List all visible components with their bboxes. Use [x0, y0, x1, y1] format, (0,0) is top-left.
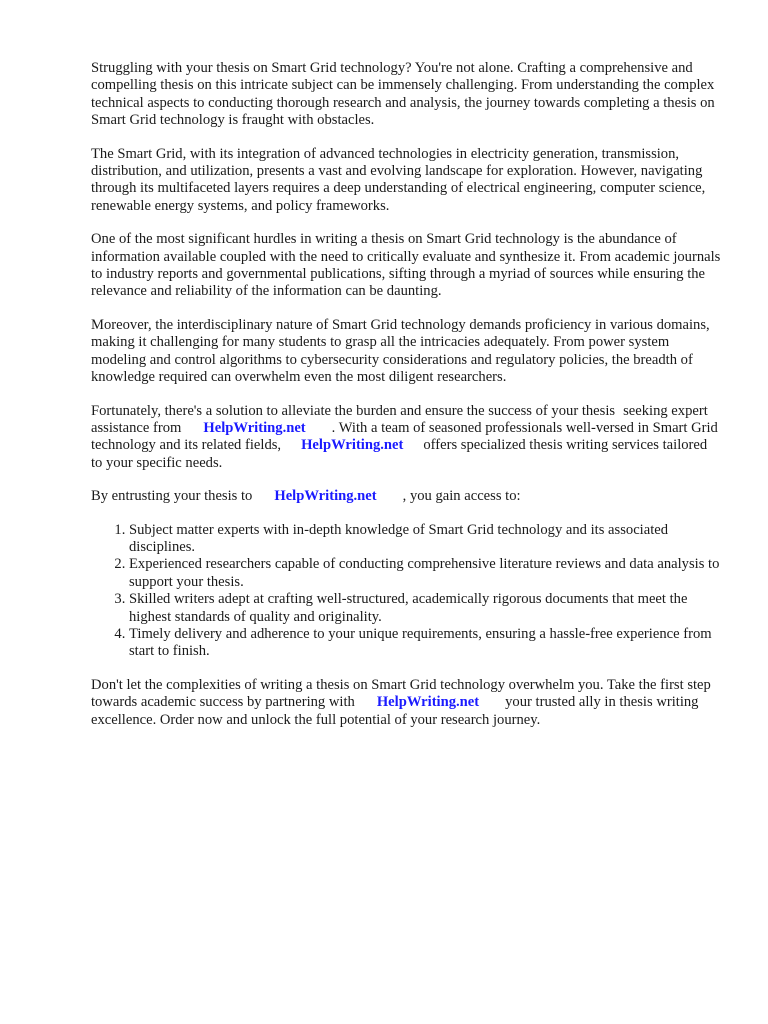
helpwriting-link[interactable]: HelpWriting.net [203, 419, 306, 436]
solution-text-a: Fortunately, there's a solution to alleviate the burden and ensure the success of your thesis [91, 402, 616, 419]
access-text-b: , you gain access to: [402, 488, 521, 505]
access-intro-paragraph [91, 488, 721, 505]
list-item: 4. Timely delivery and adherence to your unique requirements, ensuring a hassle-free experience from start to finish. [129, 626, 721, 661]
solution-text-b: seeking expert assistance from [91, 402, 708, 436]
helpwriting-link[interactable]: HelpWriting.net [376, 694, 480, 711]
benefits-list [91, 522, 721, 661]
helpwriting-link[interactable]: HelpWriting.net [274, 488, 377, 505]
solution-text-d: offers specialized thesis writing services tailored to your specific needs. [91, 437, 708, 471]
closing-paragraph [91, 677, 721, 729]
access-text-a: By entrusting your thesis to [91, 488, 253, 505]
closing-text-b: your trusted ally in thesis writing excellence. Order now and unlock the full potential of your research journey. [91, 694, 699, 728]
smart-grid-paragraph: The Smart Grid, with its integration of advanced technologies in electricity generation, transmission, distribution, and utilization, presents a vast and evolving landscape for exploration. However, navigating through its multifaceted layers requires a deep understanding of electrical engineering, computer science, renewable energy systems, and policy frameworks. [91, 145, 706, 214]
closing-text-a: Don't let the complexities of writing a thesis on Smart Grid technology overwhelm you. Take the first step towards academic success by partnering with [91, 676, 711, 711]
solution-text-c: . With a team of seasoned professionals well-versed in Smart Grid technology and its related fields, [91, 419, 718, 454]
list-item: 2. Experienced researchers capable of conducting comprehensive literature reviews and data analysis to support your thesis. [129, 556, 721, 591]
list-item: 1. Subject matter experts with in-depth knowledge of Smart Grid technology and its associated disciplines. [129, 522, 721, 557]
hurdles-paragraph: One of the most significant hurdles in writing a thesis on Smart Grid technology is the abundance of information available coupled with the need to critically evaluate and synthesize it. From academic journals to industry reports and governmental publications, sifting through a myriad of sources while ensuring the relevance and reliability of the information can be daunting. [91, 231, 721, 300]
interdisciplinary-paragraph: Moreover, the interdisciplinary nature of Smart Grid technology demands proficiency in various domains, making it challenging for many students to grasp all the intricacies adequately. From power system modeling and control algorithms to cybersecurity considerations and regulatory policies, the breadth of knowledge required can overwhelm even the most diligent researchers. [91, 316, 710, 386]
solution-paragraph [91, 403, 721, 473]
document-page [91, 60, 721, 745]
helpwriting-link[interactable]: HelpWriting.net [301, 437, 404, 454]
intro-paragraph: Struggling with your thesis on Smart Grid technology? You're not alone. Crafting a comprehensive and compelling thesis on this intricate subject can be immensely challenging. From understanding the complex technical aspects to conducting thorough research and analysis, the journey towards completing a thesis on Smart Grid technology is fraught with obstacles. [91, 60, 715, 129]
list-item: 3. Skilled writers adept at crafting well-structured, academically rigorous documents that meet the highest standards of quality and originality. [129, 591, 721, 626]
